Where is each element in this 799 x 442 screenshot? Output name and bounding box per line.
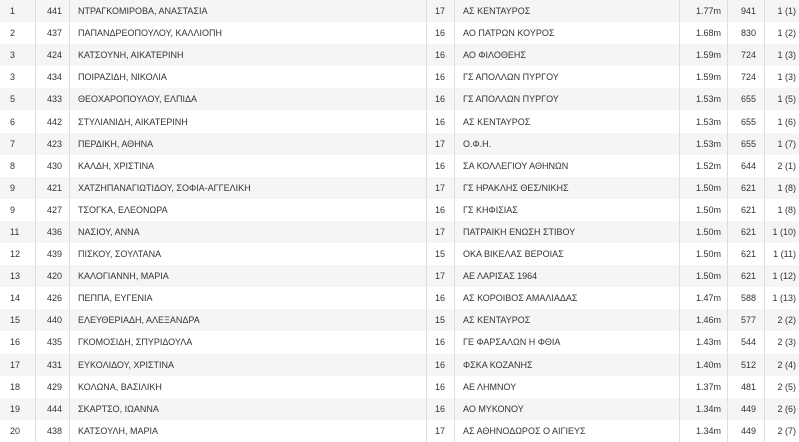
athlete-name: ΘΕΟΧΑΡΟΠΟΥΛΟΥ, ΕΛΠΙΔΑ [70, 88, 427, 110]
table-row [0, 66, 799, 88]
result-points: 621 [728, 199, 765, 221]
athlete-age: 17 [427, 177, 455, 199]
result-rank: 18 [0, 376, 36, 398]
result-mark: 1.77m [680, 0, 728, 22]
result-points: 621 [728, 243, 765, 265]
result-rank: 9 [0, 177, 36, 199]
athlete-age: 16 [427, 44, 455, 66]
heat-place: 1 (6) [765, 110, 799, 132]
heat-place: 1 (12) [765, 265, 799, 287]
bib-number: 426 [36, 287, 70, 309]
result-rank: 17 [0, 354, 36, 376]
result-mark: 1.50m [680, 221, 728, 243]
athlete-age: 16 [427, 110, 455, 132]
club-name: ΑΣ ΚΕΝΤΑΥΡΟΣ [455, 309, 680, 331]
athlete-name: ΕΛΕΥΘΕΡΙΑΔΗ, ΑΛΕΞΑΝΔΡΑ [70, 309, 427, 331]
result-mark: 1.50m [680, 199, 728, 221]
athlete-age: 15 [427, 243, 455, 265]
heat-place: 2 (3) [765, 331, 799, 353]
table-row [0, 199, 799, 221]
table-row [0, 309, 799, 331]
result-rank: 13 [0, 265, 36, 287]
result-mark: 1.46m [680, 309, 728, 331]
table-row [0, 331, 799, 353]
club-name: ΑΟ ΜΥΚΟΝΟΥ [455, 398, 680, 420]
result-mark: 1.43m [680, 331, 728, 353]
athlete-name: ΠΙΣΚΟΥ, ΣΟΥΛΤΑΝΑ [70, 243, 427, 265]
result-points: 724 [728, 44, 765, 66]
bib-number: 436 [36, 221, 70, 243]
bib-number: 420 [36, 265, 70, 287]
result-rank: 1 [0, 0, 36, 22]
club-name: ΑΣ ΚΕΝΤΑΥΡΟΣ [455, 110, 680, 132]
result-points: 544 [728, 331, 765, 353]
bib-number: 444 [36, 398, 70, 420]
result-points: 941 [728, 0, 765, 22]
athlete-age: 15 [427, 309, 455, 331]
bib-number: 442 [36, 110, 70, 132]
result-mark: 1.37m [680, 376, 728, 398]
result-rank: 8 [0, 155, 36, 177]
athlete-name: ΣΚΑΡΤΣΟ, ΙΩΑΝΝΑ [70, 398, 427, 420]
heat-place: 1 (13) [765, 287, 799, 309]
result-points: 830 [728, 22, 765, 44]
athlete-age: 17 [427, 420, 455, 442]
table-row [0, 221, 799, 243]
result-mark: 1.59m [680, 66, 728, 88]
result-mark: 1.50m [680, 177, 728, 199]
athlete-age: 16 [427, 398, 455, 420]
result-rank: 7 [0, 133, 36, 155]
heat-place: 2 (5) [765, 376, 799, 398]
athlete-name: ΣΤΥΛΙΑΝΙΔΗ, ΑΙΚΑΤΕΡΙΝΗ [70, 110, 427, 132]
bib-number: 439 [36, 243, 70, 265]
club-name: ΓΣ ΑΠΟΛΛΩΝ ΠΥΡΓΟΥ [455, 66, 680, 88]
table-row [0, 22, 799, 44]
athlete-name: ΚΑΛΟΓΙΑΝΝΗ, ΜΑΡΙΑ [70, 265, 427, 287]
result-points: 655 [728, 110, 765, 132]
bib-number: 427 [36, 199, 70, 221]
bib-number: 437 [36, 22, 70, 44]
athlete-age: 16 [427, 331, 455, 353]
athlete-name: ΠΕΡΔΙΚΗ, ΑΘΗΝΑ [70, 133, 427, 155]
heat-place: 1 (7) [765, 133, 799, 155]
athlete-name: ΚΑΤΣΟΥΝΗ, ΑΙΚΑΤΕΡΙΝΗ [70, 44, 427, 66]
result-points: 449 [728, 420, 765, 442]
athlete-name: ΤΣΟΓΚΑ, ΕΛΕΟΝΩΡΑ [70, 199, 427, 221]
result-points: 655 [728, 88, 765, 110]
table-row [0, 0, 799, 22]
athlete-age: 16 [427, 376, 455, 398]
result-points: 621 [728, 265, 765, 287]
athlete-age: 16 [427, 88, 455, 110]
result-rank: 19 [0, 398, 36, 420]
athlete-age: 17 [427, 133, 455, 155]
bib-number: 438 [36, 420, 70, 442]
bib-number: 423 [36, 133, 70, 155]
athlete-age: 16 [427, 66, 455, 88]
club-name: ΑΣ ΚΟΡΟΙΒΟΣ ΑΜΑΛΙΑΔΑΣ [455, 287, 680, 309]
athlete-name: ΠΑΠΑΝΔΡΕΟΠΟΥΛΟΥ, ΚΑΛΛΙΟΠΗ [70, 22, 427, 44]
table-row [0, 88, 799, 110]
result-mark: 1.34m [680, 420, 728, 442]
result-mark: 1.59m [680, 44, 728, 66]
table-row [0, 44, 799, 66]
result-mark: 1.34m [680, 398, 728, 420]
result-mark: 1.53m [680, 133, 728, 155]
bib-number: 435 [36, 331, 70, 353]
result-mark: 1.52m [680, 155, 728, 177]
club-name: Ο.Φ.Η. [455, 133, 680, 155]
athlete-name: ΠΕΠΠΑ, ΕΥΓΕΝΙΑ [70, 287, 427, 309]
bib-number: 430 [36, 155, 70, 177]
heat-place: 2 (4) [765, 354, 799, 376]
athlete-name: ΝΑΣΙΟΥ, ΑΝΝΑ [70, 221, 427, 243]
table-row [0, 420, 799, 442]
result-rank: 12 [0, 243, 36, 265]
athlete-age: 16 [427, 287, 455, 309]
bib-number: 424 [36, 44, 70, 66]
athlete-age: 17 [427, 265, 455, 287]
club-name: ΑΣ ΚΕΝΤΑΥΡΟΣ [455, 0, 680, 22]
club-name: ΠΑΤΡΑΙΚΗ ΕΝΩΣΗ ΣΤΙΒΟΥ [455, 221, 680, 243]
athlete-age: 16 [427, 155, 455, 177]
athlete-age: 16 [427, 22, 455, 44]
heat-place: 1 (8) [765, 199, 799, 221]
athlete-name: ΚΑΛΔΗ, ΧΡΙΣΤΙΝΑ [70, 155, 427, 177]
club-name: ΓΣ ΗΡΑΚΛΗΣ ΘΕΣ/ΝΙΚΗΣ [455, 177, 680, 199]
result-points: 644 [728, 155, 765, 177]
table-row [0, 376, 799, 398]
result-rank: 15 [0, 309, 36, 331]
result-rank: 14 [0, 287, 36, 309]
club-name: ΑΣ ΑΘΗΝΟΔΩΡΟΣ Ο ΑΙΓΙΕΥΣ [455, 420, 680, 442]
result-mark: 1.53m [680, 110, 728, 132]
club-name: ΑΕ ΛΗΜΝΟΥ [455, 376, 680, 398]
table-row [0, 155, 799, 177]
bib-number: 440 [36, 309, 70, 331]
club-name: ΣΑ ΚΟΛΛΕΓΙΟΥ ΑΘΗΝΩΝ [455, 155, 680, 177]
heat-place: 2 (2) [765, 309, 799, 331]
table-row [0, 110, 799, 132]
heat-place: 1 (10) [765, 221, 799, 243]
athlete-age: 16 [427, 199, 455, 221]
result-points: 621 [728, 221, 765, 243]
club-name: ΟΚΑ ΒΙΚΕΛΑΣ ΒΕΡΟΙΑΣ [455, 243, 680, 265]
club-name: ΓΣ ΑΠΟΛΛΩΝ ΠΥΡΓΟΥ [455, 88, 680, 110]
bib-number: 441 [36, 0, 70, 22]
table-row [0, 243, 799, 265]
result-points: 449 [728, 398, 765, 420]
result-points: 481 [728, 376, 765, 398]
result-mark: 1.68m [680, 22, 728, 44]
result-mark: 1.47m [680, 287, 728, 309]
heat-place: 2 (7) [765, 420, 799, 442]
athlete-name: ΓΚΟΜΟΣΙΔΗ, ΣΠΥΡΙΔΟΥΛΑ [70, 331, 427, 353]
table-row [0, 133, 799, 155]
heat-place: 1 (5) [765, 88, 799, 110]
bib-number: 421 [36, 177, 70, 199]
athlete-name: ΚΑΤΣΟΥΛΗ, ΜΑΡΙΑ [70, 420, 427, 442]
result-points: 577 [728, 309, 765, 331]
athlete-name: ΕΥΚΟΛΙΔΟΥ, ΧΡΙΣΤΙΝΑ [70, 354, 427, 376]
result-rank: 2 [0, 22, 36, 44]
result-points: 655 [728, 133, 765, 155]
heat-place: 2 (1) [765, 155, 799, 177]
bib-number: 433 [36, 88, 70, 110]
heat-place: 1 (11) [765, 243, 799, 265]
result-mark: 1.50m [680, 243, 728, 265]
result-rank: 5 [0, 88, 36, 110]
result-rank: 16 [0, 331, 36, 353]
result-mark: 1.50m [680, 265, 728, 287]
heat-place: 1 (3) [765, 44, 799, 66]
table-row [0, 398, 799, 420]
result-points: 512 [728, 354, 765, 376]
table-row [0, 265, 799, 287]
table-row [0, 354, 799, 376]
athlete-age: 17 [427, 221, 455, 243]
result-rank: 6 [0, 110, 36, 132]
result-mark: 1.40m [680, 354, 728, 376]
result-points: 588 [728, 287, 765, 309]
result-points: 621 [728, 177, 765, 199]
table-row [0, 287, 799, 309]
result-mark: 1.53m [680, 88, 728, 110]
table-row [0, 177, 799, 199]
club-name: ΑΕ ΛΑΡΙΣΑΣ 1964 [455, 265, 680, 287]
heat-place: 1 (8) [765, 177, 799, 199]
club-name: ΓΕ ΦΑΡΣΑΛΩΝ Η ΦΘΙΑ [455, 331, 680, 353]
athlete-age: 16 [427, 354, 455, 376]
heat-place: 1 (1) [765, 0, 799, 22]
bib-number: 434 [36, 66, 70, 88]
athlete-name: ΧΑΤΖΗΠΑΝΑΓΙΩΤΙΔΟΥ, ΣΟΦΙΑ-ΑΓΓΕΛΙΚΗ [70, 177, 427, 199]
result-rank: 20 [0, 420, 36, 442]
bib-number: 431 [36, 354, 70, 376]
result-points: 724 [728, 66, 765, 88]
club-name: ΑΟ ΠΑΤΡΩΝ ΚΟΥΡΟΣ [455, 22, 680, 44]
heat-place: 1 (3) [765, 66, 799, 88]
bib-number: 429 [36, 376, 70, 398]
heat-place: 1 (2) [765, 22, 799, 44]
result-rank: 9 [0, 199, 36, 221]
club-name: ΓΣ ΚΗΦΙΣΙΑΣ [455, 199, 680, 221]
heat-place: 2 (6) [765, 398, 799, 420]
athlete-age: 17 [427, 0, 455, 22]
result-rank: 3 [0, 44, 36, 66]
athlete-name: ΚΟΛΩΝΑ, ΒΑΣΙΛΙΚΗ [70, 376, 427, 398]
athlete-name: ΝΤΡΑΓΚΟΜΙΡΟΒΑ, ΑΝΑΣΤΑΣΙΑ [70, 0, 427, 22]
club-name: ΑΟ ΦΙΛΟΘΕΗΣ [455, 44, 680, 66]
athlete-name: ΠΟΙΡΑΖΙΔΗ, ΝΙΚΟΛΙΑ [70, 66, 427, 88]
result-rank: 11 [0, 221, 36, 243]
result-rank: 3 [0, 66, 36, 88]
club-name: ΦΣΚΑ ΚΟΖΑΝΗΣ [455, 354, 680, 376]
